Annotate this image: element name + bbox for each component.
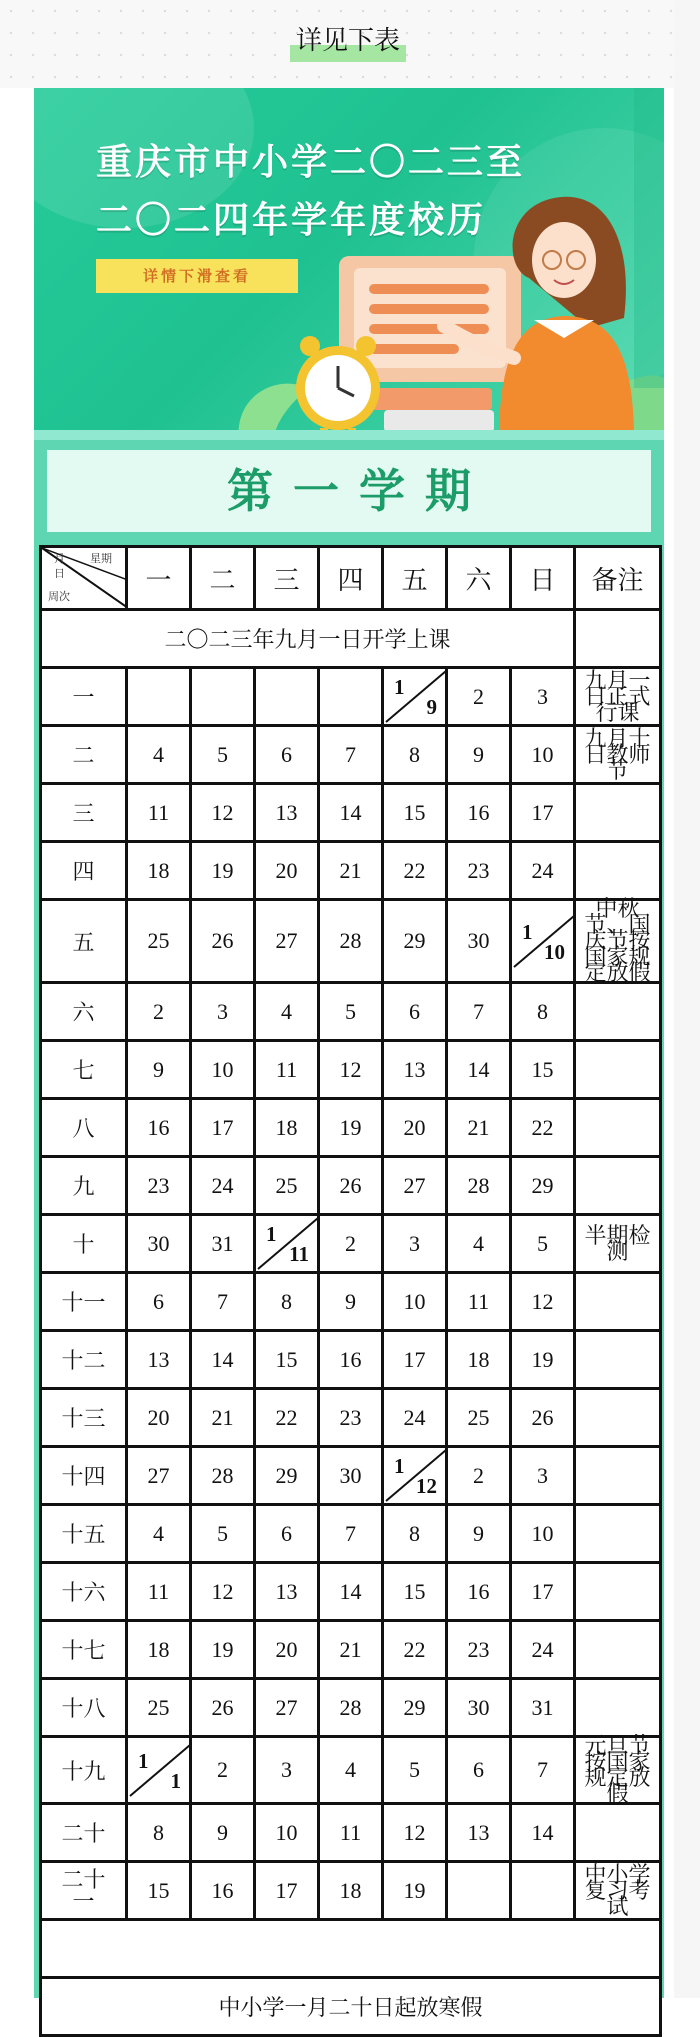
day-cell: 5 [191,1505,255,1563]
corner-header [41,547,127,610]
day-cell: 4 [127,726,191,784]
week-row [41,1862,661,1920]
day-header: 日 [511,547,575,610]
month-start-cell [383,1447,447,1505]
day-cell: 28 [447,1157,511,1215]
day-cell: 2 [447,1447,511,1505]
day-cell: 27 [127,1447,191,1505]
scroll-down-hint[interactable]: 详情下滑查看 [96,259,298,293]
notes-cell: 九月十日教师节 [575,726,661,784]
day-cell: 14 [447,1041,511,1099]
notes-cell [575,1679,661,1737]
day-cell: 19 [319,1099,383,1157]
day-cell: 13 [255,1563,319,1621]
notes-cell [575,1331,661,1389]
day-cell: 15 [383,784,447,842]
day-cell: 2 [319,1215,383,1273]
day-cell: 18 [319,1862,383,1920]
week-label: 十一 [41,1273,127,1331]
week-row [41,1804,661,1862]
day-cell: 11 [447,1273,511,1331]
day-cell: 31 [511,1679,575,1737]
day-cell: 6 [447,1737,511,1804]
day-cell: 8 [255,1273,319,1331]
day-cell: 10 [255,1804,319,1862]
week-label: 五 [41,900,127,983]
day-header: 四 [319,547,383,610]
week-label: 二 [41,726,127,784]
day-header: 一 [127,547,191,610]
week-label: 二十 [41,1804,127,1862]
right-edge [674,0,700,1998]
day-cell: 2 [191,1737,255,1804]
split-month: 11 [289,1242,309,1266]
week-label-line: 二十 [61,1866,106,1892]
day-cell: 11 [319,1804,383,1862]
day-cell: 6 [127,1273,191,1331]
day-cell: 13 [127,1331,191,1389]
day-cell: 6 [383,983,447,1041]
day-cell [319,668,383,726]
week-row [41,668,661,726]
week-label: 七 [41,1041,127,1099]
day-cell: 17 [191,1099,255,1157]
day-cell: 22 [255,1389,319,1447]
day-cell: 25 [255,1157,319,1215]
day-cell: 14 [511,1804,575,1862]
banner-title-line-1: 重庆市中小学二〇二三至 [96,142,526,183]
day-cell: 29 [255,1447,319,1505]
day-cell: 28 [191,1447,255,1505]
day-cell: 24 [383,1389,447,1447]
week-label: 九 [41,1157,127,1215]
week-label: 十六 [41,1563,127,1621]
day-cell: 12 [511,1273,575,1331]
day-cell: 23 [319,1389,383,1447]
day-cell: 9 [191,1804,255,1862]
week-row [41,983,661,1041]
month-start-cell [127,1737,191,1804]
footer-row [41,1978,661,2036]
day-header: 三 [255,547,319,610]
day-cell: 27 [255,1679,319,1737]
week-label-line: 一 [72,1888,95,1914]
day-cell: 20 [127,1389,191,1447]
banner [34,88,664,440]
week-label: 四 [41,842,127,900]
banner-title-line-2: 二〇二四年学年度校历 [96,200,487,241]
week-label: 三 [41,784,127,842]
day-cell: 8 [511,983,575,1041]
day-cell: 24 [511,1621,575,1679]
day-cell: 23 [447,842,511,900]
day-cell: 2 [127,983,191,1041]
day-cell: 10 [191,1041,255,1099]
day-cell: 20 [383,1099,447,1157]
day-cell: 24 [511,842,575,900]
day-cell: 5 [383,1737,447,1804]
week-row [41,1621,661,1679]
day-cell: 5 [511,1215,575,1273]
day-cell: 29 [383,1679,447,1737]
day-cell: 22 [511,1099,575,1157]
day-cell: 30 [447,900,511,983]
month-start-cell [383,668,447,726]
split-month: 1 [170,1768,181,1793]
day-cell: 20 [255,842,319,900]
week-row [41,1737,661,1804]
notes-cell [575,1447,661,1505]
day-cell: 30 [319,1447,383,1505]
day-cell: 21 [319,842,383,900]
day-cell: 9 [127,1041,191,1099]
day-cell: 8 [383,726,447,784]
semester-title [47,450,651,532]
day-header: 六 [447,547,511,610]
day-cell: 9 [319,1273,383,1331]
notes-cell [575,842,661,900]
day-header: 二 [191,547,255,610]
day-cell: 8 [383,1505,447,1563]
week-row [41,1099,661,1157]
day-cell: 31 [191,1215,255,1273]
semester-title-text: 第一学期 [227,464,491,518]
week-row [41,1331,661,1389]
day-cell: 12 [383,1804,447,1862]
banner-bottom-band [34,430,664,440]
day-cell: 13 [383,1041,447,1099]
day-cell: 15 [255,1331,319,1389]
week-row [41,1563,661,1621]
day-cell: 3 [511,668,575,726]
corner-weekday: 星期 [90,552,112,565]
split-day: 1 [522,919,533,944]
notes-cell: 九月一日正式行课 [575,668,661,726]
day-cell: 11 [255,1041,319,1099]
notes-cell: 半期检测 [575,1215,661,1273]
split-day: 1 [394,1454,405,1478]
day-cell: 23 [447,1621,511,1679]
day-cell: 18 [447,1331,511,1389]
day-cell: 13 [447,1804,511,1862]
left-edge [0,88,34,1998]
day-cell: 19 [191,842,255,900]
week-row [41,784,661,842]
notes-cell [575,1804,661,1862]
split-month: 12 [416,1474,437,1498]
day-cell [255,668,319,726]
week-row [41,1273,661,1331]
day-cell: 12 [319,1041,383,1099]
winter-break-note: 中小学一月二十日起放寒假 [41,1978,661,2036]
day-cell: 19 [511,1331,575,1389]
day-cell: 30 [127,1215,191,1273]
split-day: 1 [394,675,405,699]
notes-cell [575,1099,661,1157]
day-cell: 17 [383,1331,447,1389]
day-cell: 4 [319,1737,383,1804]
day-cell: 8 [127,1804,191,1862]
day-cell: 27 [383,1157,447,1215]
day-cell: 3 [191,983,255,1041]
day-cell: 12 [191,1563,255,1621]
day-cell: 7 [319,726,383,784]
day-cell: 18 [127,842,191,900]
split-day: 1 [138,1748,149,1773]
day-cell [447,1862,511,1920]
corner-day: 日 [54,567,65,580]
day-cell: 11 [127,784,191,842]
notes-cell: 中秋节、国庆节按国家规定放假 [575,900,661,983]
day-cell: 14 [191,1331,255,1389]
week-label: 十三 [41,1389,127,1447]
day-cell: 19 [191,1621,255,1679]
day-cell: 25 [127,1679,191,1737]
week-label: 十八 [41,1679,127,1737]
notes-cell [575,1621,661,1679]
day-header: 五 [383,547,447,610]
day-cell: 21 [447,1099,511,1157]
day-cell: 30 [447,1679,511,1737]
day-cell: 6 [255,726,319,784]
week-row [41,1679,661,1737]
week-row [41,900,661,983]
day-cell: 10 [511,726,575,784]
day-cell: 4 [127,1505,191,1563]
notes-cell [575,784,661,842]
day-cell: 27 [255,900,319,983]
week-row [41,1157,661,1215]
day-cell: 16 [319,1331,383,1389]
corner-month: 月 [54,552,65,565]
day-cell: 15 [127,1862,191,1920]
notes-cell [575,1157,661,1215]
month-start-cell [255,1215,319,1273]
day-cell: 23 [127,1157,191,1215]
notes-cell [575,1563,661,1621]
week-label: 十五 [41,1505,127,1563]
week-label: 八 [41,1099,127,1157]
day-cell: 4 [255,983,319,1041]
notes-cell [575,1273,661,1331]
day-cell: 17 [511,784,575,842]
day-cell: 18 [127,1621,191,1679]
day-cell: 10 [383,1273,447,1331]
semester-title-wrap [34,440,664,540]
day-cell: 29 [383,900,447,983]
day-cell: 9 [447,726,511,784]
day-cell: 6 [255,1505,319,1563]
week-label: 十四 [41,1447,127,1505]
day-cell: 28 [319,1679,383,1737]
week-row [41,842,661,900]
day-cell: 29 [511,1157,575,1215]
week-row [41,1447,661,1505]
notes-cell: 中小学复习考试 [575,1862,661,1920]
day-cell: 26 [191,900,255,983]
day-cell: 20 [255,1621,319,1679]
day-cell: 22 [383,1621,447,1679]
day-cell: 7 [319,1505,383,1563]
calendar-table [39,545,662,2037]
week-label: 一 [41,668,127,726]
notes-header: 备注 [575,547,661,610]
day-cell [191,668,255,726]
day-cell: 16 [447,784,511,842]
day-cell: 16 [127,1099,191,1157]
week-row [41,1041,661,1099]
day-cell: 14 [319,1563,383,1621]
week-row [41,1215,661,1273]
split-day: 1 [266,1222,277,1246]
school-start-banner: 二〇二三年九月一日开学上课 [41,610,575,668]
day-cell: 11 [127,1563,191,1621]
notes-cell [575,983,661,1041]
day-cell: 10 [511,1505,575,1563]
calendar-table-wrap [34,540,664,2020]
day-cell: 15 [511,1041,575,1099]
day-cell: 19 [383,1862,447,1920]
day-cell: 28 [319,900,383,983]
day-cell: 25 [127,900,191,983]
day-cell: 13 [255,784,319,842]
day-cell: 5 [319,983,383,1041]
day-cell: 7 [191,1273,255,1331]
day-cell: 15 [383,1563,447,1621]
week-row [41,1505,661,1563]
corner-week: 周次 [48,590,70,603]
top-label: 详见下表 [290,20,406,62]
day-cell: 18 [255,1099,319,1157]
week-row [41,1389,661,1447]
day-cell: 26 [319,1157,383,1215]
month-start-cell [511,900,575,983]
split-month: 9 [426,695,437,719]
notes-cell [575,1041,661,1099]
blank-cell [41,1920,661,1978]
day-cell: 25 [447,1389,511,1447]
week-label: 十九 [41,1737,127,1804]
day-cell: 26 [191,1679,255,1737]
week-row [41,726,661,784]
day-cell: 26 [511,1389,575,1447]
blank-row [41,1920,661,1978]
notes-cell [575,1389,661,1447]
day-cell: 3 [383,1215,447,1273]
day-cell: 17 [255,1862,319,1920]
notes-cell [575,610,661,668]
day-cell: 3 [255,1737,319,1804]
day-cell: 21 [191,1389,255,1447]
alarm-clock-icon [296,336,380,438]
notes-cell: 元旦节按国家规定放假 [575,1737,661,1804]
day-cell: 21 [319,1621,383,1679]
day-cell: 16 [447,1563,511,1621]
day-cell: 22 [383,842,447,900]
day-cell: 14 [319,784,383,842]
week-label: 十七 [41,1621,127,1679]
day-cell: 24 [191,1157,255,1215]
books-icon [372,388,492,410]
day-cell: 5 [191,726,255,784]
week-label: 六 [41,983,127,1041]
week-label: 十 [41,1215,127,1273]
day-cell: 4 [447,1215,511,1273]
day-cell: 16 [191,1862,255,1920]
week-label [41,1862,127,1920]
day-cell: 3 [511,1447,575,1505]
day-cell [127,668,191,726]
day-cell: 12 [191,784,255,842]
day-cell: 7 [511,1737,575,1804]
day-cell: 2 [447,668,511,726]
notes-cell [575,1505,661,1563]
day-cell: 7 [447,983,511,1041]
week-label: 十二 [41,1331,127,1389]
split-month: 10 [544,939,565,964]
day-cell: 17 [511,1563,575,1621]
day-cell: 9 [447,1505,511,1563]
day-cell [511,1862,575,1920]
